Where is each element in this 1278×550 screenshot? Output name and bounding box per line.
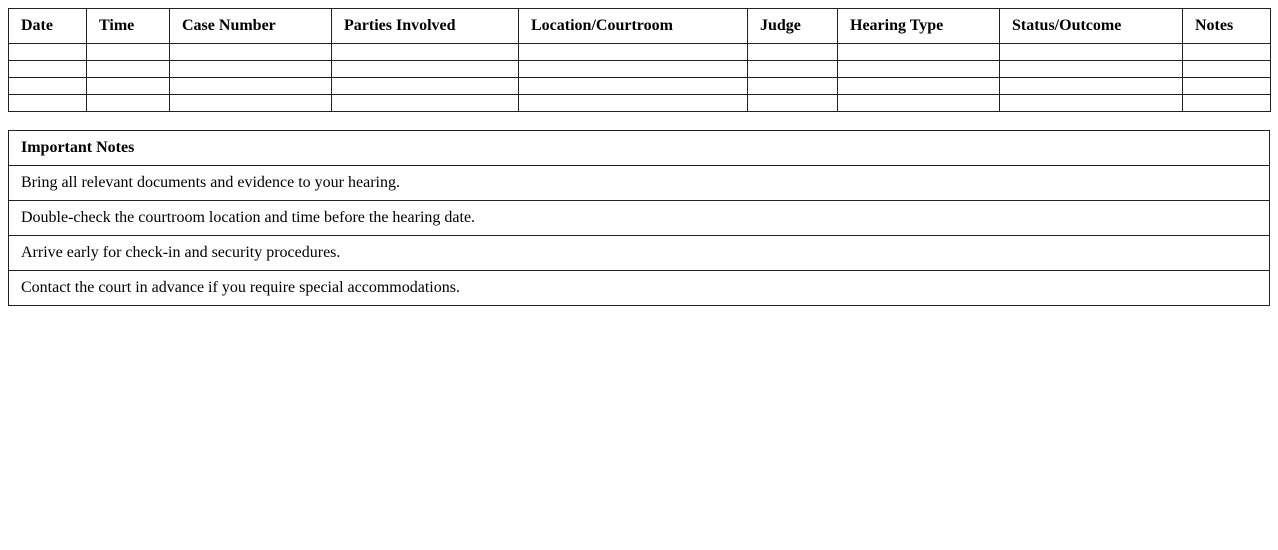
important-notes-table <box>8 130 1270 306</box>
table-row <box>9 95 1271 112</box>
table-cell <box>519 95 748 112</box>
column-header-parties-involved: Parties Involved <box>332 9 519 44</box>
table-cell <box>170 95 332 112</box>
table-cell <box>1000 78 1183 95</box>
table-cell <box>1000 44 1183 61</box>
table-cell <box>1000 61 1183 78</box>
table-cell <box>332 61 519 78</box>
table-cell <box>9 95 87 112</box>
table-cell <box>748 61 838 78</box>
list-item <box>9 236 1270 271</box>
table-header-row <box>9 9 1271 44</box>
list-item <box>9 271 1270 306</box>
table-cell <box>9 44 87 61</box>
table-cell <box>170 78 332 95</box>
table-cell <box>838 61 1000 78</box>
column-header-case-number: Case Number <box>170 9 332 44</box>
column-header-location-courtroom: Location/Courtroom <box>519 9 748 44</box>
table-cell <box>519 78 748 95</box>
note-text: Double-check the courtroom location and time before the hearing date. <box>9 201 1270 236</box>
column-header-notes: Notes <box>1183 9 1271 44</box>
note-text: Arrive early for check-in and security procedures. <box>9 236 1270 271</box>
table-cell <box>838 44 1000 61</box>
table-cell <box>332 95 519 112</box>
table-row <box>9 61 1271 78</box>
table-cell <box>838 78 1000 95</box>
table-row <box>9 78 1271 95</box>
table-cell <box>87 95 170 112</box>
table-cell <box>170 61 332 78</box>
table-cell <box>1183 95 1271 112</box>
table-cell <box>1183 61 1271 78</box>
note-text: Contact the court in advance if you require special accommodations. <box>9 271 1270 306</box>
table-cell <box>838 95 1000 112</box>
table-cell <box>519 61 748 78</box>
table-cell <box>748 95 838 112</box>
note-text: Bring all relevant documents and evidence to your hearing. <box>9 166 1270 201</box>
table-cell <box>332 44 519 61</box>
table-cell <box>1183 78 1271 95</box>
table-cell <box>87 78 170 95</box>
table-cell <box>519 44 748 61</box>
table-cell <box>332 78 519 95</box>
table-row <box>9 44 1271 61</box>
table-cell <box>87 44 170 61</box>
notes-header-row <box>9 131 1270 166</box>
column-header-hearing-type: Hearing Type <box>838 9 1000 44</box>
column-header-status-outcome: Status/Outcome <box>1000 9 1183 44</box>
table-cell <box>1000 95 1183 112</box>
table-cell <box>1183 44 1271 61</box>
table-cell <box>9 61 87 78</box>
list-item <box>9 201 1270 236</box>
column-header-date: Date <box>9 9 87 44</box>
table-cell <box>170 44 332 61</box>
table-cell <box>748 44 838 61</box>
table-cell <box>9 78 87 95</box>
hearing-schedule-table <box>8 8 1271 112</box>
notes-title: Important Notes <box>9 131 1270 166</box>
table-cell <box>87 61 170 78</box>
list-item <box>9 166 1270 201</box>
table-cell <box>748 78 838 95</box>
column-header-time: Time <box>87 9 170 44</box>
column-header-judge: Judge <box>748 9 838 44</box>
